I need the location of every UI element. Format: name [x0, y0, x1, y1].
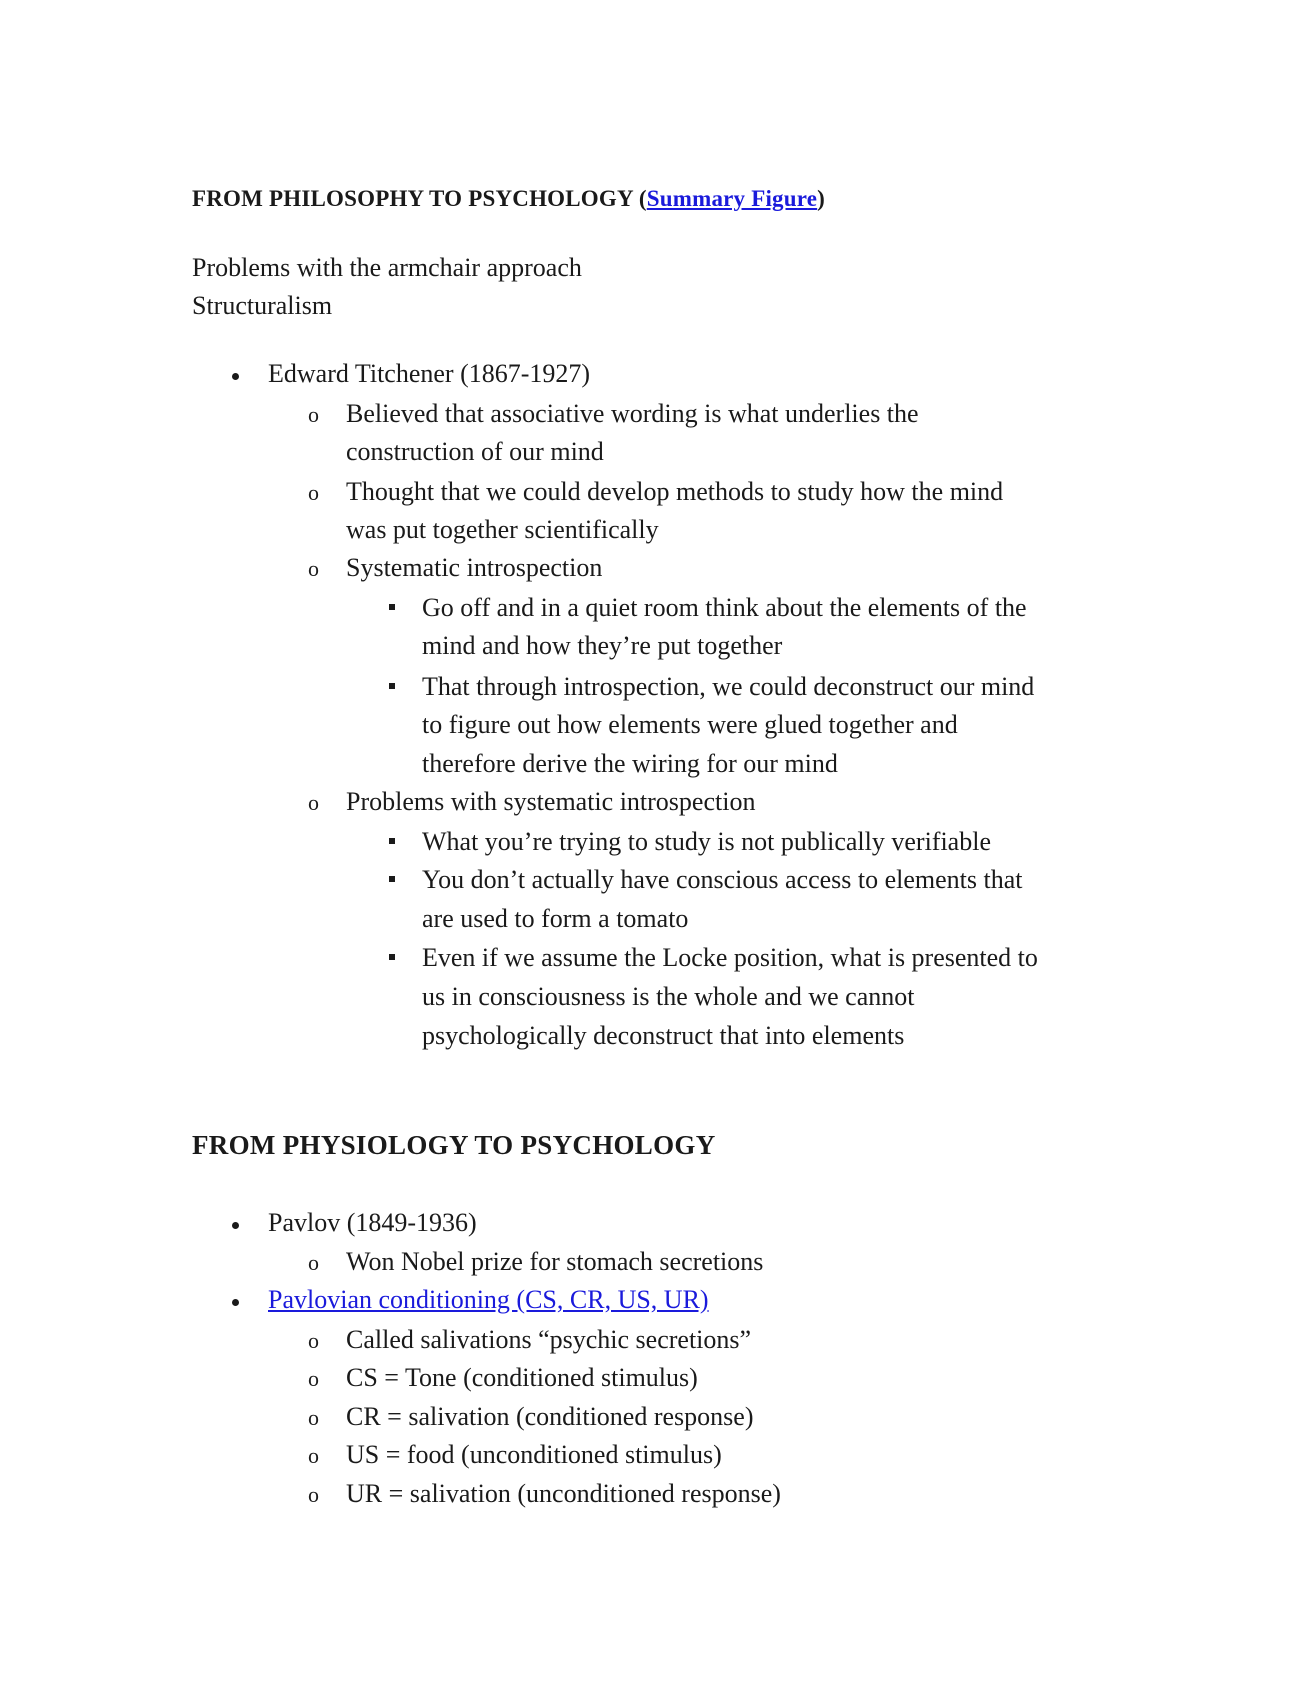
bullet-titchener: Edward Titchener (1867-1927) — [268, 359, 591, 388]
pavlovian-conditioning-link[interactable]: Pavlovian conditioning (CS, CR, US, UR) — [268, 1285, 709, 1314]
circle-bullet-icon: o — [308, 1328, 319, 1353]
square-bullet-icon — [389, 954, 395, 960]
subsub-item-line: therefore derive the wiring for our mind — [422, 749, 838, 778]
square-bullet-icon — [389, 838, 395, 844]
sub-item-line: US = food (unconditioned stimulus) — [346, 1440, 722, 1469]
subsub-item-line: Go off and in a quiet room think about the elements of the — [422, 593, 1027, 622]
subsub-item-line: You don’t actually have conscious access to elements that — [422, 865, 1023, 894]
heading-paren-open: ( — [638, 186, 647, 211]
circle-bullet-icon: o — [308, 1366, 319, 1391]
sub-item-line: CS = Tone (conditioned stimulus) — [346, 1363, 698, 1392]
sub-item-line: CR = salivation (conditioned response) — [346, 1402, 754, 1431]
sub-item-line: Called salivations “psychic secretions” — [346, 1325, 752, 1354]
section-heading-physiology: FROM PHYSIOLOGY TO PSYCHOLOGY — [192, 1130, 716, 1160]
subsub-item-line: What you’re trying to study is not publically verifiable — [422, 827, 991, 856]
sub-item-line: Thought that we could develop methods to study how the mind — [346, 477, 1004, 506]
subsub-item-line: Even if we assume the Locke position, what is presented to — [422, 943, 1038, 972]
circle-bullet-icon: o — [308, 402, 319, 427]
sub-item-line: Believed that associative wording is what underlies the — [346, 399, 919, 428]
circle-bullet-icon: o — [308, 1250, 319, 1275]
sub-item-line: Systematic introspection — [346, 553, 603, 582]
subsub-item-line: psychologically deconstruct that into elements — [422, 1021, 905, 1050]
circle-bullet-icon: o — [308, 556, 319, 581]
plain-line-armchair: Problems with the armchair approach — [192, 253, 582, 282]
sub-item-line: Problems with systematic introspection — [346, 787, 756, 816]
circle-bullet-icon: o — [308, 790, 319, 815]
heading-paren-close: ) — [817, 186, 826, 211]
square-bullet-icon — [389, 683, 395, 689]
sub-item-line: was put together scientifically — [346, 515, 659, 544]
bullet-dot-icon — [232, 1299, 239, 1306]
section-heading-philosophy — [192, 186, 825, 212]
circle-bullet-icon: o — [308, 1405, 319, 1430]
circle-bullet-icon: o — [308, 1443, 319, 1468]
subsub-item-line: to figure out how elements were glued together and — [422, 710, 958, 739]
circle-bullet-icon: o — [308, 480, 319, 505]
subsub-item-line: us in consciousness is the whole and we cannot — [422, 982, 915, 1011]
heading-text: FROM PHILOSOPHY TO PSYCHOLOGY — [192, 186, 633, 211]
subsub-item-line: mind and how they’re put together — [422, 631, 783, 660]
sub-item-line: construction of our mind — [346, 437, 604, 466]
summary-figure-link[interactable]: Summary Figure — [646, 186, 818, 211]
plain-line-structuralism: Structuralism — [192, 291, 333, 320]
bullet-dot-icon — [232, 373, 239, 380]
bullet-dot-icon — [232, 1222, 239, 1229]
subsub-item-line: That through introspection, we could deconstruct our mind — [422, 672, 1035, 701]
sub-item-line: UR = salivation (unconditioned response) — [346, 1479, 781, 1508]
bullet-pavlov: Pavlov (1849-1936) — [268, 1208, 477, 1237]
subsub-item-line: are used to form a tomato — [422, 904, 689, 933]
circle-bullet-icon: o — [308, 1482, 319, 1507]
sub-item-line: Won Nobel prize for stomach secretions — [346, 1247, 764, 1276]
square-bullet-icon — [389, 876, 395, 882]
square-bullet-icon — [389, 604, 395, 610]
